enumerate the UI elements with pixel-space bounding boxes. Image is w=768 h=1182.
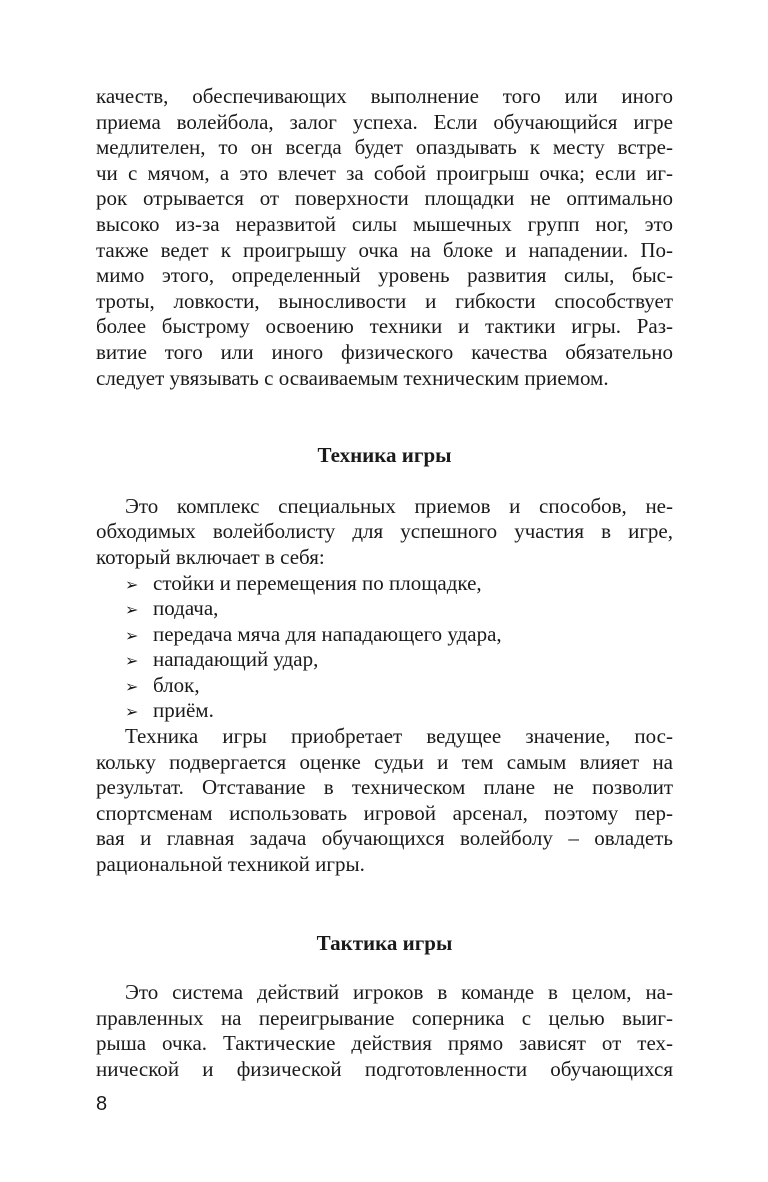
text-line: рок отрывается от поверхности площадки не оптимально	[96, 186, 673, 211]
arrowhead-bullet-icon: ➢	[125, 702, 139, 722]
text-line: Это комплекс специальных приемов и способов, не-	[125, 493, 673, 518]
text-line: кольку подвергается оценке судьи и тем самым влияет на	[96, 749, 673, 774]
text-line: чи с мячом, а это влечет за собой проигрыш очка; если иг-	[96, 160, 673, 185]
intro-paragraph	[96, 84, 673, 391]
section-heading-technique: Техника игры	[317, 443, 452, 468]
text-line: мимо этого, определенный уровень развития силы, быс-	[96, 263, 673, 288]
text-line: который включает в себя:	[96, 544, 325, 569]
text-line: медлителен, то он всегда будет опаздывать к месту встре-	[96, 135, 673, 160]
technique-bullet-list	[96, 571, 673, 725]
text-line: также ведет к проигрышу очка на блоке и нападении. По-	[96, 237, 673, 262]
text-line: результат. Отставание в техническом плане не позволит	[96, 775, 673, 800]
text-line: более быстрому освоению техники и тактики игры. Раз-	[96, 314, 673, 339]
list-item	[96, 571, 673, 597]
text-line: витие того или иного физического качества обязательно	[96, 339, 673, 364]
list-item-text: стойки и перемещения по площадке,	[153, 570, 482, 595]
section-heading-tactics: Тактика игры	[316, 930, 453, 955]
text-line: троты, ловкости, выносливости и гибкости способствует	[96, 288, 673, 313]
arrowhead-bullet-icon: ➢	[125, 625, 139, 645]
text-line: качеств, обеспечивающих выполнение того или иного	[96, 84, 673, 108]
arrowhead-bullet-icon: ➢	[125, 574, 139, 594]
text-line: рациональной техникой игры.	[96, 852, 365, 877]
list-item	[96, 596, 673, 622]
technique-intro-paragraph	[96, 494, 673, 571]
text-line: Это система действий игроков в команде в целом, на-	[125, 980, 673, 1005]
text-line: спортсменам использовать игровой арсенал, поэтому пер-	[96, 800, 673, 825]
text-line: правленных на переигрывание соперника с целью выиг-	[96, 1005, 673, 1030]
book-page	[96, 84, 673, 1083]
text-line: высоко из-за неразвитой силы мышечных групп ног, это	[96, 211, 673, 236]
list-item	[96, 647, 673, 673]
technique-outro-paragraph	[96, 724, 673, 878]
text-line: рыша очка. Тактические действия прямо зависят от тех-	[96, 1031, 673, 1056]
text-line: Техника игры приобретает ведущее значение, пос-	[125, 724, 673, 749]
list-item	[96, 698, 673, 724]
text-line: приема волейбола, залог успеха. Если обучающийся игре	[96, 109, 673, 134]
text-line: обходимых волейболисту для успешного участия в игре,	[96, 519, 673, 544]
page-number: 8	[96, 1093, 108, 1115]
list-item-text: подача,	[153, 596, 219, 621]
arrowhead-bullet-icon: ➢	[125, 651, 139, 671]
list-item-text: нападающий удар,	[153, 647, 319, 672]
text-line: следует увязывать с осваиваемым техническим приемом.	[96, 365, 609, 390]
list-item-text: приём.	[153, 698, 214, 723]
list-item	[96, 622, 673, 648]
arrowhead-bullet-icon: ➢	[125, 676, 139, 696]
arrowhead-bullet-icon: ➢	[125, 600, 139, 620]
list-item-text: передача мяча для нападающего удара,	[153, 621, 502, 646]
list-item-text: блок,	[153, 672, 200, 697]
text-line: вая и главная задача обучающихся волейболу – овладеть	[96, 826, 673, 851]
text-line: нической и физической подготовленности обучающихся	[96, 1057, 673, 1081]
list-item	[96, 673, 673, 699]
tactics-paragraph	[96, 980, 673, 1082]
